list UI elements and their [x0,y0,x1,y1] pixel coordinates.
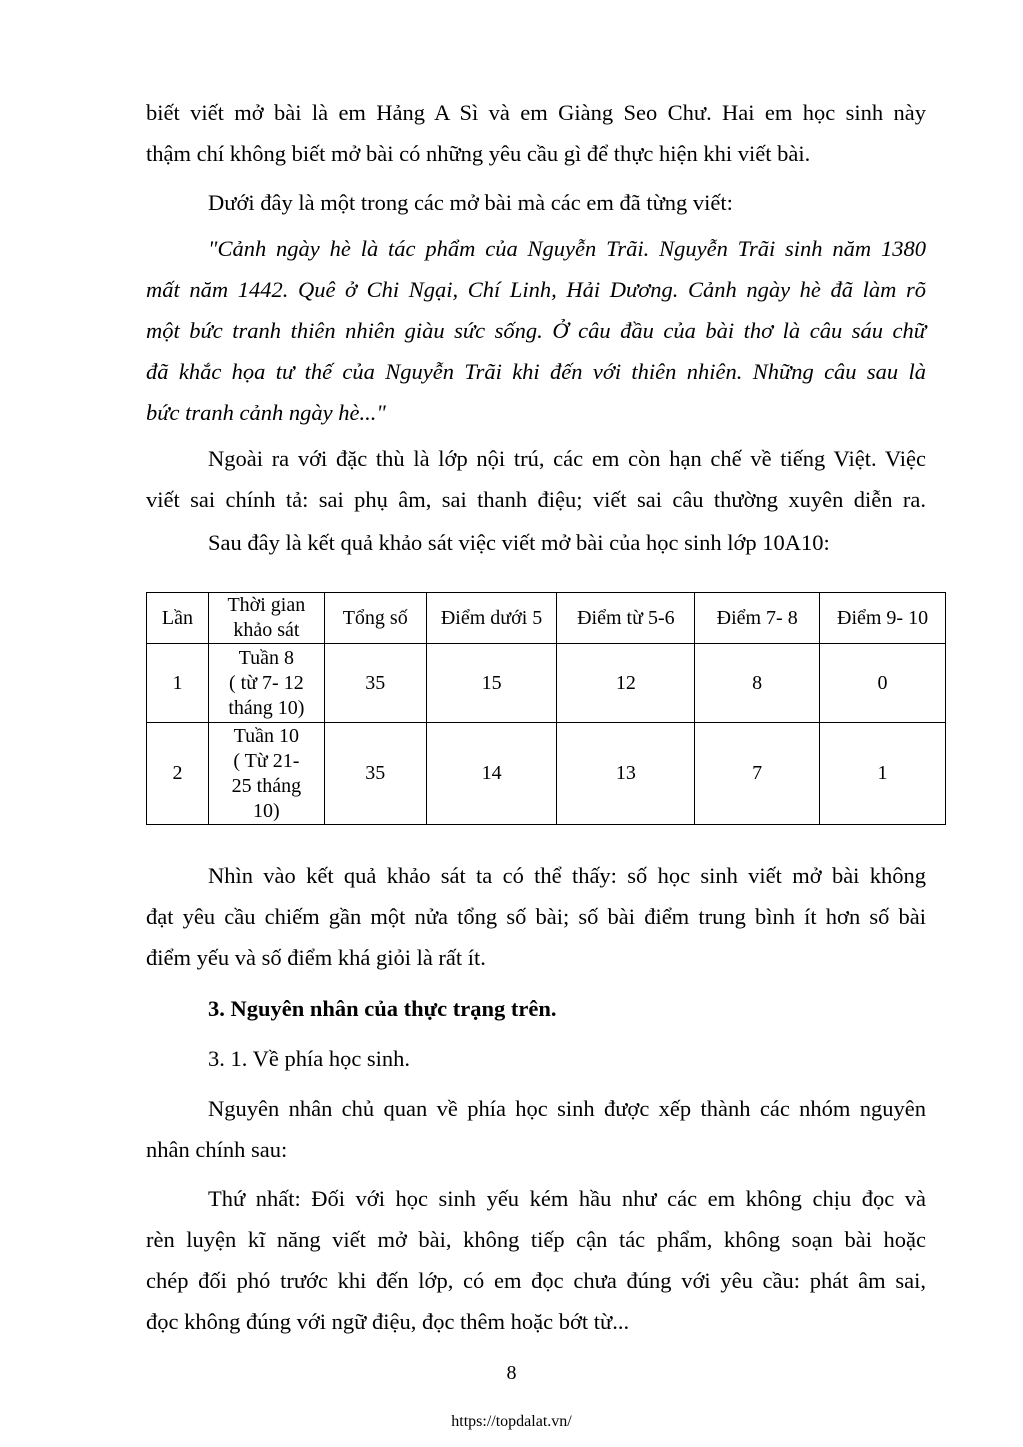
cell-9to10: 1 [820,723,946,825]
paragraph-survey-intro [146,522,926,563]
text-line: nhân chính sau: [146,1137,288,1162]
section-heading [146,988,926,1029]
header-time-line: Thời gian [227,594,306,616]
paragraph-causes [146,1088,926,1170]
text-line: đọc không đúng với ngữ điệu, đọc thêm hoặc bớt từ... [146,1309,630,1334]
text-line: điểm yếu và số điểm khá giỏi là rất ít. [146,945,486,970]
paragraph-analysis [146,855,926,978]
text-line: Sau đây là kết quả khảo sát việc viết mở bài của học sinh lớp 10A10: [208,530,830,555]
header-7to8: Điểm 7- 8 [695,593,820,644]
subsection-heading [146,1038,926,1079]
cell-9to10: 0 [820,644,946,723]
text-line: mất năm 1442. Quê ở Chi Ngại, Chí Linh, Hải Dương. Cảnh ngày hè đã làm rõ [146,277,926,302]
cell-lan: 2 [147,723,209,825]
quoted-example [146,228,926,433]
text-line: thậm chí không biết mở bài có những yêu cầu gì để thực hiện khi viết bài. [146,141,811,166]
text-line: một bức tranh thiên nhiên giàu sức sống. Ở câu đầu của bài thơ là câu sáu chữ [146,318,926,343]
paragraph-boarding [146,438,926,520]
cell-time-line: ( từ 7- 12 [229,671,304,694]
page-number: 8 [506,1362,517,1384]
cell-5to6: 13 [557,723,695,825]
text-line: đã khắc họa tư thế của Nguyễn Trãi khi đến với thiên nhiên. Những câu sau là [146,359,926,384]
paragraph-quote-intro [146,182,926,223]
table-row [147,644,946,723]
cell-7to8: 7 [695,723,820,825]
cell-time-line: Tuần 8 [238,646,295,669]
cell-lan: 1 [147,644,209,723]
cell-5to6: 12 [557,644,695,723]
table-header-row [147,593,946,644]
heading-text: 3. Nguyên nhân của thực trạng trên. [208,996,557,1021]
text-line: đạt yêu cầu chiếm gần một nửa tổng số bài; số bài điểm trung bình ít hơn số bài [146,904,926,929]
text-line: Ngoài ra với đặc thù là lớp nội trú, các em còn hạn chế về tiếng Việt. Việc [208,446,926,471]
header-lan: Lần [147,593,209,644]
table-row [147,723,946,825]
header-5to6: Điểm từ 5-6 [557,593,695,644]
text-line: Nguyên nhân chủ quan về phía học sinh được xếp thành các nhóm nguyên [208,1096,926,1121]
subheading-text: 3. 1. Về phía học sinh. [208,1046,411,1071]
text-line: biết viết mở bài là em Hảng A Sì và em Giàng Seo Chư. Hai em học sinh này [146,100,926,125]
header-time [208,593,324,644]
text-line: bức tranh cảnh ngày hè..." [146,400,386,425]
header-total: Tổng số [324,593,426,644]
cell-time-line: Tuần 10 [233,724,300,747]
cell-total: 35 [324,644,426,723]
cell-below5: 15 [426,644,557,723]
paragraph-first-cause [146,1178,926,1342]
cell-time-line: 25 tháng [231,774,302,797]
survey-results-table [146,592,946,825]
text-line: "Cảnh ngày hè là tác phẩm của Nguyễn Trãi. Nguyễn Trãi sinh năm 1380 [208,236,926,261]
cell-time-line: 10) [253,799,280,822]
cell-7to8: 8 [695,644,820,723]
header-time-line: khảo sát [233,619,300,641]
cell-time-line: ( Từ 21- [233,749,300,772]
header-9to10: Điểm 9- 10 [820,593,946,644]
cell-time-line: tháng 10) [228,696,305,719]
text-line: Dưới đây là một trong các mở bài mà các em đã từng viết: [208,190,733,215]
text-line: viết sai chính tả: sai phụ âm, sai thanh điệu; viết sai câu thường xuyên diễn ra. [146,487,926,512]
footer-url[interactable]: https://topdalat.vn/ [451,1413,572,1430]
cell-total: 35 [324,723,426,825]
text-line: Thứ nhất: Đối với học sinh yếu kém hầu như các em không chịu đọc và [208,1186,926,1211]
cell-time [208,644,324,723]
header-below5: Điểm dưới 5 [426,593,557,644]
cell-time [208,723,324,825]
text-line: Nhìn vào kết quả khảo sát ta có thể thấy: số học sinh viết mở bài không [208,863,926,888]
paragraph-intro [146,92,926,174]
text-line: rèn luyện kĩ năng viết mở bài, không tiếp cận tác phẩm, không soạn bài hoặc [146,1227,926,1252]
cell-below5: 14 [426,723,557,825]
text-line: chép đối phó trước khi đến lớp, có em đọc chưa đúng với yêu cầu: phát âm sai, [146,1268,926,1293]
